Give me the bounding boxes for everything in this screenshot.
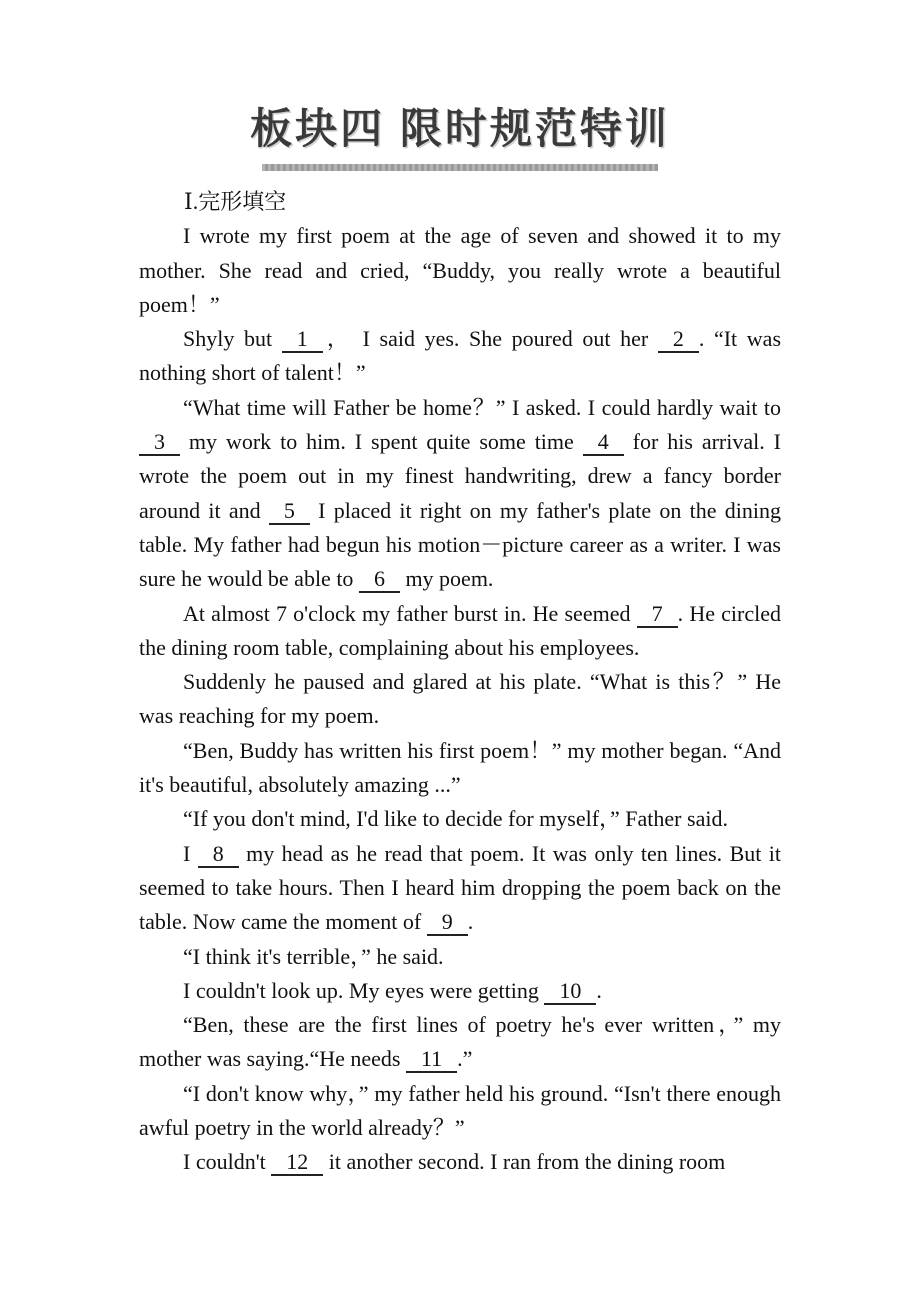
passage-paragraph: I wrote my first poem at the age of seven and showed it to my mother. She read and cried, “Buddy, you really wrote a beautiful poem！” — [139, 223, 781, 317]
passage-paragraph: At almost 7 o'clock my father burst in. He seemed 7 . He circled the dining room table, complaining about his employees. — [139, 600, 781, 660]
cloze-passage — [139, 219, 781, 1179]
passage-paragraph: “Ben, Buddy has written his first poem！” my mother began. “And it's beautiful, absolutely amazing ...” — [139, 737, 781, 798]
cloze-blank-11: 11 — [406, 1047, 457, 1073]
cloze-blank-12: 12 — [271, 1150, 323, 1176]
cloze-blank-8: 8 — [198, 842, 239, 868]
cloze-blank-4: 4 — [583, 430, 624, 456]
passage-paragraph: Shyly but 1 ， I said yes. She poured out her 2 . “It was nothing short of talent！” — [139, 326, 782, 386]
cloze-blank-5: 5 — [269, 499, 310, 525]
passage-paragraph: “Ben, these are the first lines of poetry he's ever written，” my mother was saying.“He needs 11 .” — [139, 1012, 781, 1072]
passage-paragraph: “What time will Father be home？” I asked. I could hardly wait to 3 my work to him. I spent quite some time 4 for his arrival. I wrote the poem out in my finest handwriting, drew a fancy border around it and 5 I placed it right on my father's plate on the dining table. My father had begun his motion－picture career as a writer. I was sure he would be able to 6 my poem. — [139, 394, 781, 592]
passage-paragraph: “I don't know why，” my father held his ground. “Isn't there enough awful poetry in the world already？” — [139, 1080, 781, 1141]
title-underline-bar — [262, 164, 658, 171]
document-body — [139, 185, 781, 1180]
section-heading: Ⅰ.完形填空 — [184, 189, 287, 214]
cloze-blank-10: 10 — [544, 979, 596, 1005]
cloze-blank-6: 6 — [359, 567, 400, 593]
passage-paragraph: I couldn't 12 it another second. I ran from the dining room — [183, 1149, 726, 1175]
cloze-blank-7: 7 — [637, 602, 678, 628]
cloze-blank-1: 1 — [282, 327, 323, 353]
cloze-blank-3: 3 — [139, 430, 180, 456]
passage-paragraph: Suddenly he paused and glared at his plate. “What is this？” He was reaching for my poem. — [139, 669, 781, 729]
cloze-blank-9: 9 — [427, 910, 468, 936]
passage-paragraph: “If you don't mind, I'd like to decide for myself，” Father said. — [183, 806, 728, 832]
passage-paragraph: “I think it's terrible，” he said. — [183, 943, 444, 969]
page-title: 板块四 限时规范特训 — [250, 105, 670, 152]
cloze-blank-2: 2 — [658, 327, 699, 353]
passage-paragraph: I couldn't look up. My eyes were getting 10 . — [183, 977, 602, 1003]
passage-paragraph: I 8 my head as he read that poem. It was only ten lines. But it seemed to take hours. Then I heard him dropping the poem back on the table. Now came the moment of 9 . — [139, 840, 781, 935]
